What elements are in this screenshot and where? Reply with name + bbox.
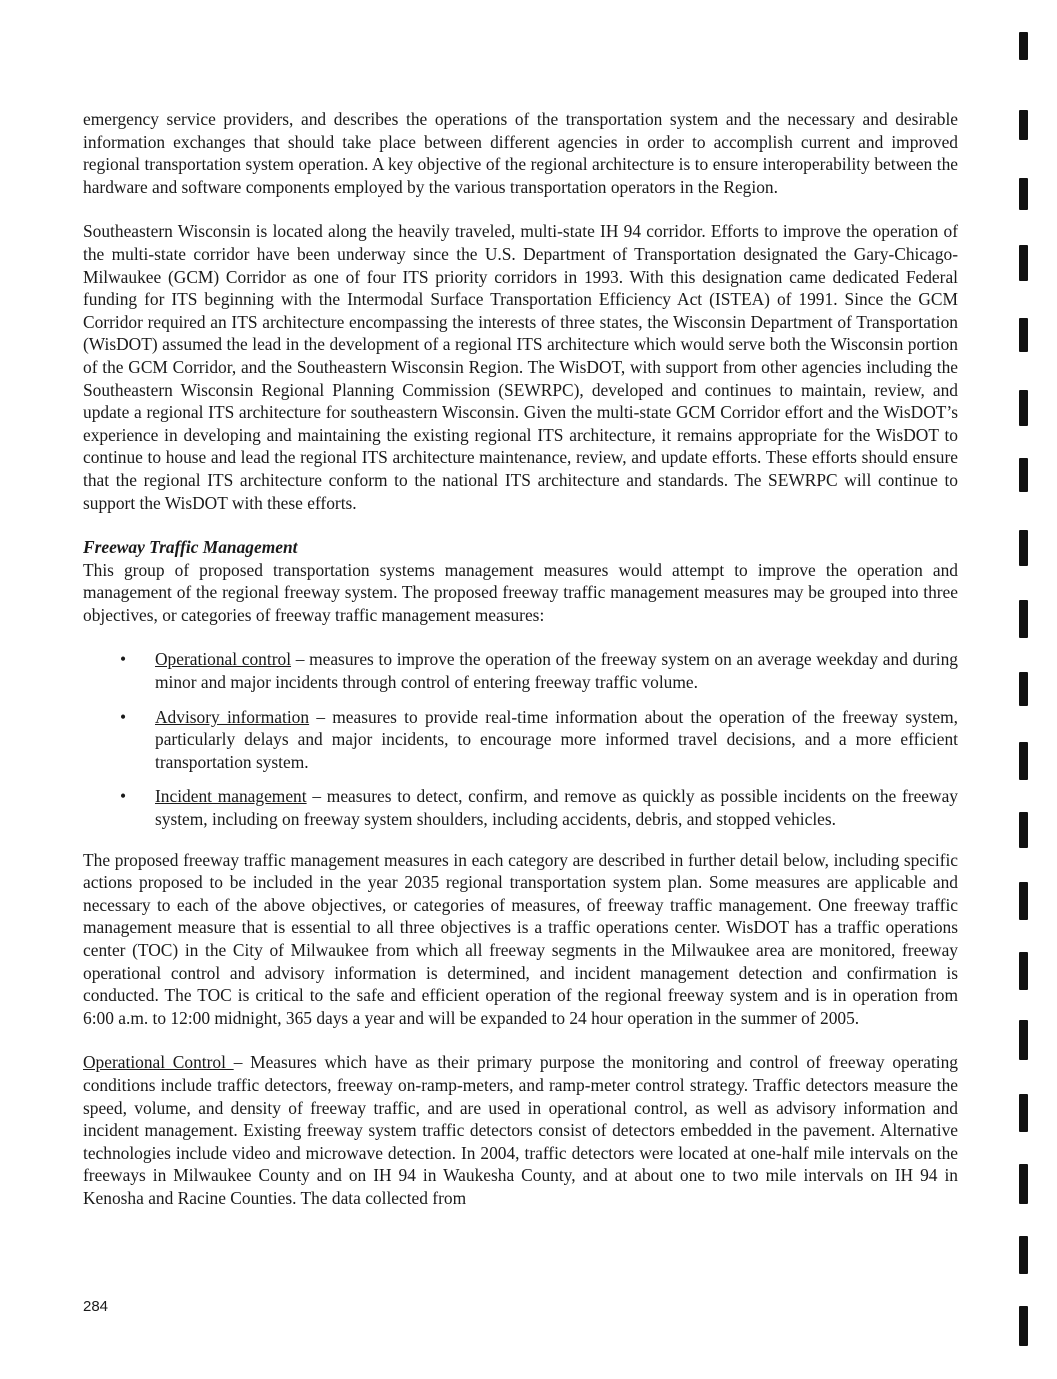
binding-mark	[1019, 458, 1028, 492]
paragraph-freeway-intro: This group of proposed transportation systems management measures would attempt to improve the operation and management of the regional freeway system. The proposed freeway traffic management measures may be grouped into three objectives, or categories of freeway traffic management measures:	[83, 559, 958, 625]
binding-mark	[1019, 178, 1028, 210]
list-item-text: – measures to detect, confirm, and remove as quickly as possible incidents on the freeway system, including on freeway system shoulders, including accidents, debris, and stopped vehicles.	[155, 786, 958, 830]
list-item-text: – measures to improve the operation of the freeway system on an average weekday and during minor and major incidents through control of entering freeway traffic volume.	[155, 649, 958, 693]
binding-mark	[1019, 742, 1028, 780]
list-item-term: Incident management	[155, 786, 307, 807]
paragraph-traffic-operations-center: The proposed freeway traffic management measures in each category are described in further detail below, including specific actions proposed to be included in the year 2035 regional transportation system plan. Some measures are applicable and necessary to each of the above objectives, or categories of measures, of freeway traffic management. One freeway traffic management measure that is essential to all three objectives is a traffic operations center. WisDOT has a traffic operations center (TOC) in the City of Milwaukee from which all freeway segments in the Milwaukee area are monitored, freeway operational control and advisory information is determined, and incident management detection and confirmation is conducted. The TOC is critical to the safe and efficient operation of the regional freeway system and is in operation from 6:00 a.m. to 12:00 midnight, 365 days a year and will be expanded to 24 hour operation in the summer of 2005.	[83, 849, 958, 1028]
paragraph-text: – Measures which have as their primary purpose the monitoring and control of freeway operating conditions include traffic detectors, freeway on-ramp-meters, and ramp-meter control strategy. Traffic detectors measure the speed, volume, and density of freeway traffic, and are used in operational control, as well as advisory information and incident management. Existing freeway system traffic detectors consist of detectors embedded in the pavement. Alternative technologies include video and microwave detection. In 2004, traffic detectors were located at one-half mile intervals on the freeways in Milwaukee County and on IH 94 in Waukesha County, and at about one to two mile intervals on IH 94 in Kenosha and Racine Counties. The data collected from	[83, 1052, 958, 1208]
page-number: 284	[83, 1298, 109, 1315]
bullet-icon: •	[120, 706, 127, 727]
objectives-list	[83, 648, 958, 830]
list-item-text: – measures to provide real-time information about the operation of the freeway system, particularly delays and major incidents, to encourage more informed travel decisions, and a more efficient transportation system.	[155, 706, 958, 772]
binding-mark	[1019, 672, 1028, 706]
binding-mark	[1019, 1306, 1028, 1346]
paragraph-term: Operational Control	[83, 1052, 234, 1073]
bullet-icon: •	[120, 649, 127, 670]
list-item	[83, 648, 958, 693]
binding-mark	[1019, 812, 1028, 848]
binding-mark	[1019, 1236, 1028, 1274]
binding-mark	[1019, 952, 1028, 990]
list-item-term: Operational control	[155, 649, 292, 670]
binding-mark	[1019, 32, 1028, 60]
list-item-term: Advisory information	[155, 706, 310, 727]
paragraph-its-architecture: emergency service providers, and describes the operations of the transportation system and the necessary and desirable information exchanges that should take place between different agencies in order to accomplish current and improved regional transportation system operation. A key objective of the regional architecture is to ensure interoperability between the hardware and software components employed by the various transportation operators in the Region.	[83, 109, 958, 197]
binding-mark	[1019, 110, 1028, 140]
binding-mark	[1019, 390, 1028, 426]
list-item	[83, 785, 958, 830]
binding-mark	[1019, 1094, 1028, 1132]
binding-mark	[1019, 318, 1028, 352]
paragraph-gcm-corridor: Southeastern Wisconsin is located along the heavily traveled, multi-state IH 94 corridor. Efforts to improve the operation of the multi-state corridor have been underway since the U.S. Department of Transportation designated the Gary-Chicago-Milwaukee (GCM) Corridor as one of four ITS priority corridors in 1993. With this designation came dedicated Federal funding for ITS beginning with the Intermodal Surface Transportation Efficiency Act (ISTEA) of 1991. Since the GCM Corridor required an ITS architecture encompassing the interests of three states, the Wisconsin Department of Transportation (WisDOT) assumed the lead in the development of a regional ITS architecture which would serve both the Wisconsin portion of the GCM Corridor, and the Southeastern Wisconsin Region. The WisDOT, with support from other agencies including the Southeastern Wisconsin Regional Planning Commission (SEWRPC), developed and continues to maintain, review, and update a regional ITS architecture for southeastern Wisconsin. Given the multi-state GCM Corridor effort and the WisDOT’s experience in developing and maintaining the existing regional ITS architecture, it remains appropriate for the WisDOT to continue to house and lead the regional ITS architecture maintenance, review, and update efforts. These efforts should ensure that the regional ITS architecture conform to the national ITS architecture and standards. The SEWRPC will continue to support the WisDOT with these efforts.	[83, 221, 958, 513]
section-heading: Freeway Traffic Management	[83, 537, 298, 558]
bullet-icon: •	[120, 786, 127, 807]
binding-mark	[1019, 1020, 1028, 1060]
list-item	[83, 706, 958, 774]
binding-marks	[1017, 0, 1057, 1379]
binding-mark	[1019, 600, 1028, 638]
document-body	[83, 108, 958, 1232]
paragraph-operational-control	[83, 1051, 958, 1209]
binding-mark	[1019, 530, 1028, 566]
binding-mark	[1019, 245, 1028, 281]
binding-mark	[1019, 882, 1028, 920]
binding-mark	[1019, 1164, 1028, 1204]
